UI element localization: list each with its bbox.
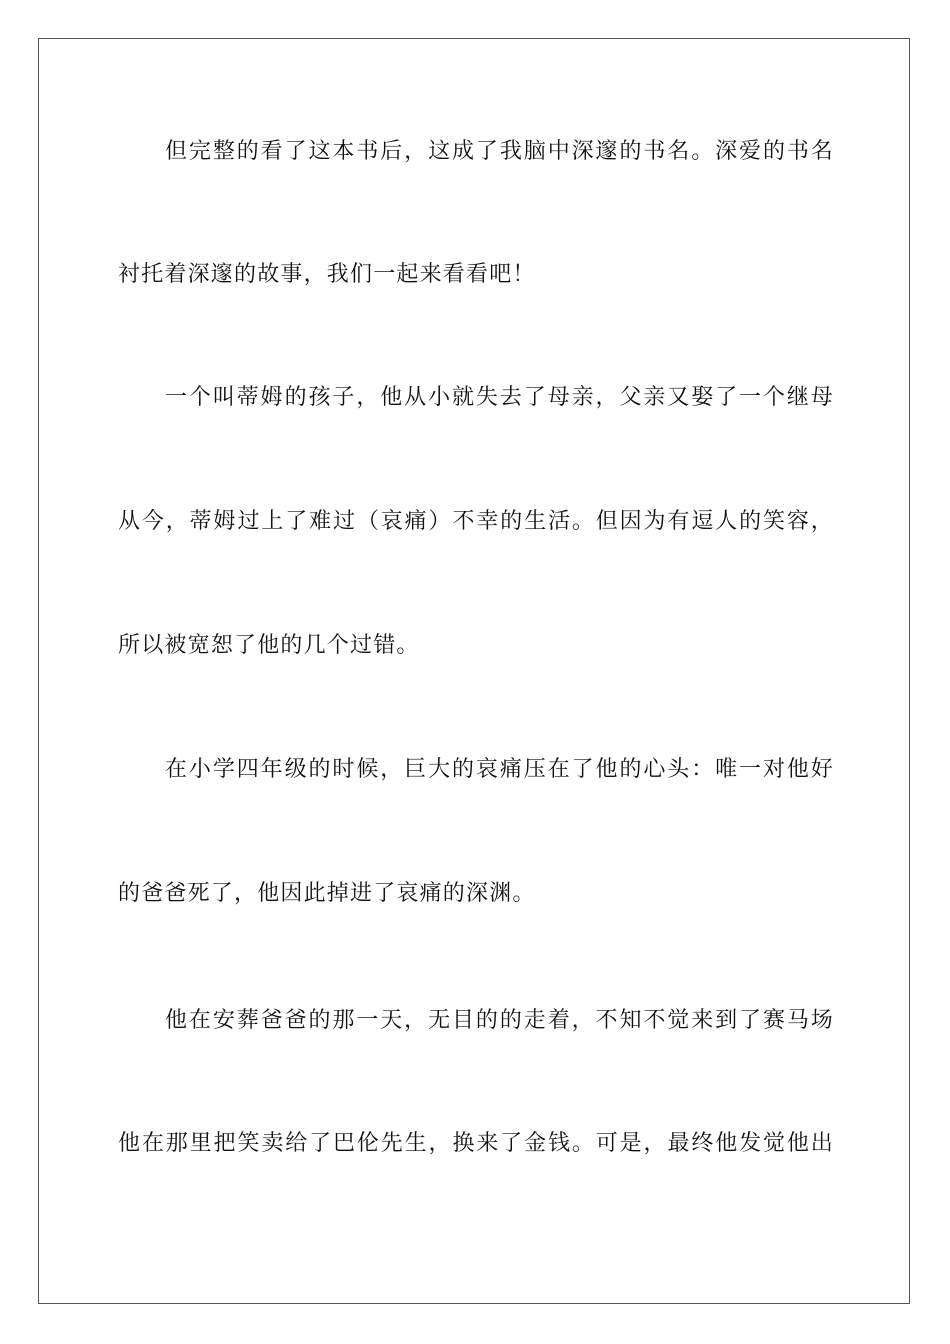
- paragraph-3-line-1: 在小学四年级的时候，巨大的哀痛压在了他的心头：唯一对他好: [165, 757, 834, 782]
- paragraph-4-line-2: 他在那里把笑卖给了巴伦先生，换来了金钱。可是，最终他发觉他出: [118, 1131, 834, 1156]
- paragraph-1-line-1: 但完整的看了这本书后，这成了我脑中深邃的书名。深爱的书名: [165, 139, 834, 164]
- paragraph-2-line-3: 所以被宽恕了他的几个过错。: [118, 633, 420, 658]
- paragraph-4-line-1: 他在安葬爸爸的那一天，无目的的走着，不知不觉来到了赛马场: [165, 1008, 834, 1033]
- page-frame: [38, 38, 910, 1304]
- paragraph-2-line-2: 从今，蒂姆过上了难过（哀痛）不幸的生活。但因为有逗人的笑容，: [118, 509, 834, 534]
- paragraph-3-line-2: 的爸爸死了，他因此掉进了哀痛的深渊。: [118, 881, 536, 906]
- paragraph-1-line-2: 衬托着深邃的故事，我们一起来看看吧！: [118, 262, 536, 287]
- paragraph-2-line-1: 一个叫蒂姆的孩子，他从小就失去了母亲，父亲又娶了一个继母: [165, 385, 834, 410]
